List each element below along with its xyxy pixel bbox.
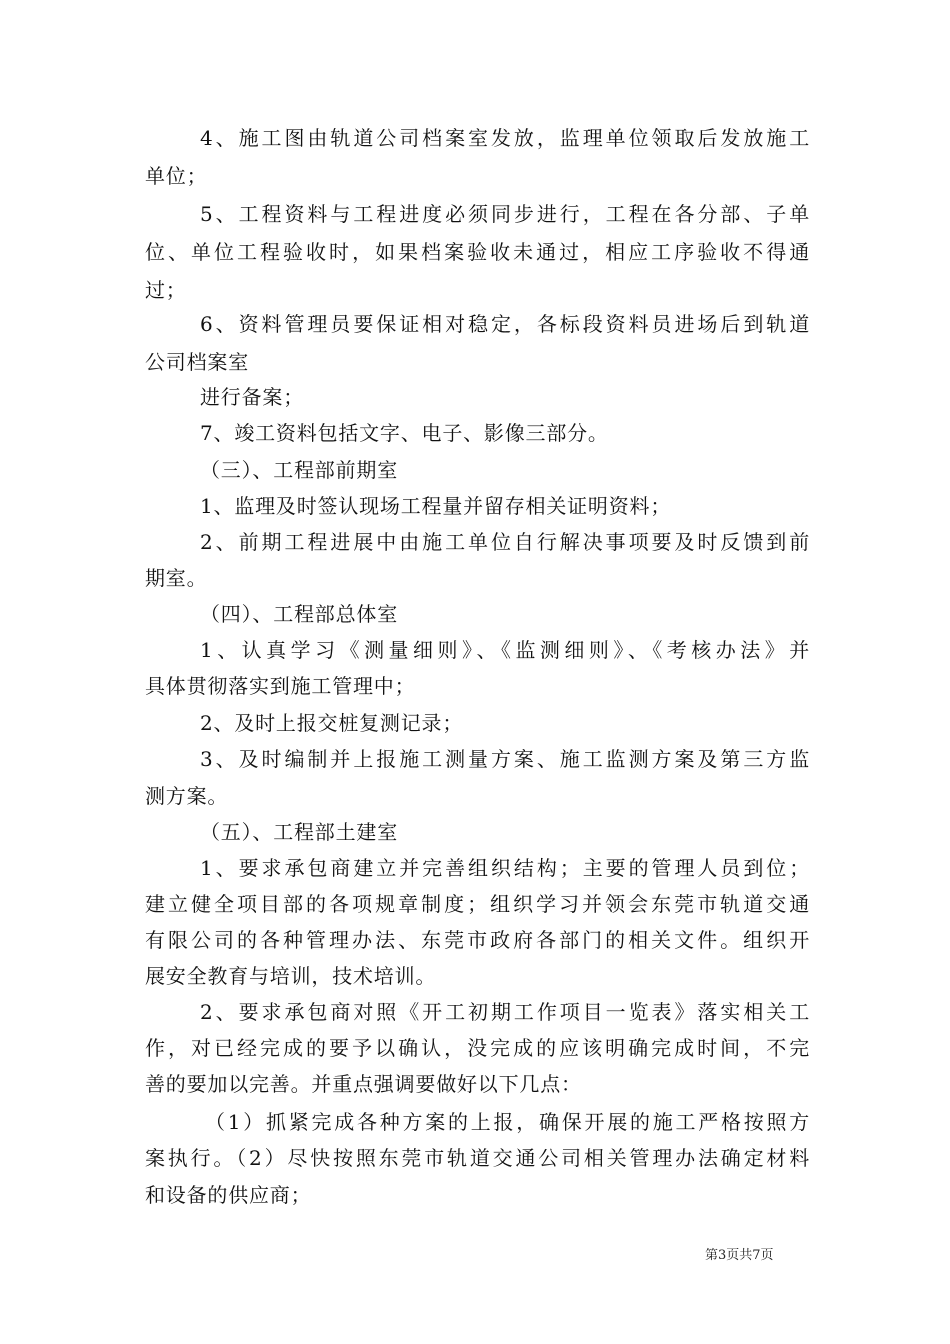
paragraph-line: 1、监理及时签认现场工程量并留存相关证明资料； — [200, 494, 672, 518]
paragraph-line: 6、资料管理员要保证相对稳定，各标段资料员进场后到轨道 — [200, 312, 810, 336]
paragraph-line: 建立健全项目部的各项规章制度；组织学习并领会东莞市轨道交通 — [145, 892, 810, 916]
paragraph-line: 案执行。（2）尽快按照东莞市轨道交通公司相关管理办法确定材料 — [145, 1146, 810, 1170]
paragraph-line: 单位； — [145, 164, 208, 188]
paragraph-line: 和设备的供应商； — [145, 1183, 312, 1207]
paragraph-line: 展安全教育与培训，技术培训。 — [145, 964, 437, 988]
paragraph-line: 5、工程资料与工程进度必须同步进行，工程在各分部、子单 — [200, 202, 810, 226]
paragraph-line: （1）抓紧完成各种方案的上报，确保开展的施工严格按照方 — [205, 1110, 810, 1134]
paragraph-line: 2、及时上报交桩复测记录； — [200, 711, 464, 735]
section-heading: （五）、工程部土建室 — [200, 820, 398, 844]
paragraph-line: 期室。 — [145, 566, 208, 590]
paragraph-line: 4、施工图由轨道公司档案室发放，监理单位领取后发放施工 — [200, 126, 810, 150]
paragraph-line: 过； — [145, 278, 187, 302]
paragraph-line: 位、单位工程验收时，如果档案验收未通过，相应工序验收不得通 — [145, 240, 810, 264]
paragraph-line: 善的要加以完善。并重点强调要做好以下几点： — [145, 1072, 582, 1096]
paragraph-line: 2、要求承包商对照《开工初期工作项目一览表》落实相关工 — [200, 1000, 810, 1024]
paragraph-line: 7、竣工资料包括文字、电子、影像三部分。 — [200, 421, 609, 445]
paragraph-line: 公司档案室 — [145, 350, 249, 374]
paragraph-line: 进行备案； — [200, 385, 304, 409]
paragraph-line: 1、认真学习《测量细则》、《监测细则》、《考核办法》并 — [200, 638, 810, 662]
paragraph-line: 有限公司的各种管理办法、东莞市政府各部门的相关文件。组织开 — [145, 928, 810, 952]
page-number: 第3页共7页 — [705, 1248, 774, 1263]
paragraph-line: 具体贯彻落实到施工管理中； — [145, 674, 416, 698]
section-heading: （三）、工程部前期室 — [200, 458, 398, 482]
paragraph-line: 作，对已经完成的要予以确认，没完成的应该明确完成时间，不完 — [145, 1036, 810, 1060]
paragraph-line: 测方案。 — [145, 784, 229, 808]
paragraph-line: 3、及时编制并上报施工测量方案、施工监测方案及第三方监 — [200, 747, 810, 771]
paragraph-line: 1、要求承包商建立并完善组织结构；主要的管理人员到位； — [200, 856, 810, 880]
section-heading: （四）、工程部总体室 — [200, 602, 398, 626]
paragraph-line: 2、前期工程进展中由施工单位自行解决事项要及时反馈到前 — [200, 530, 810, 554]
